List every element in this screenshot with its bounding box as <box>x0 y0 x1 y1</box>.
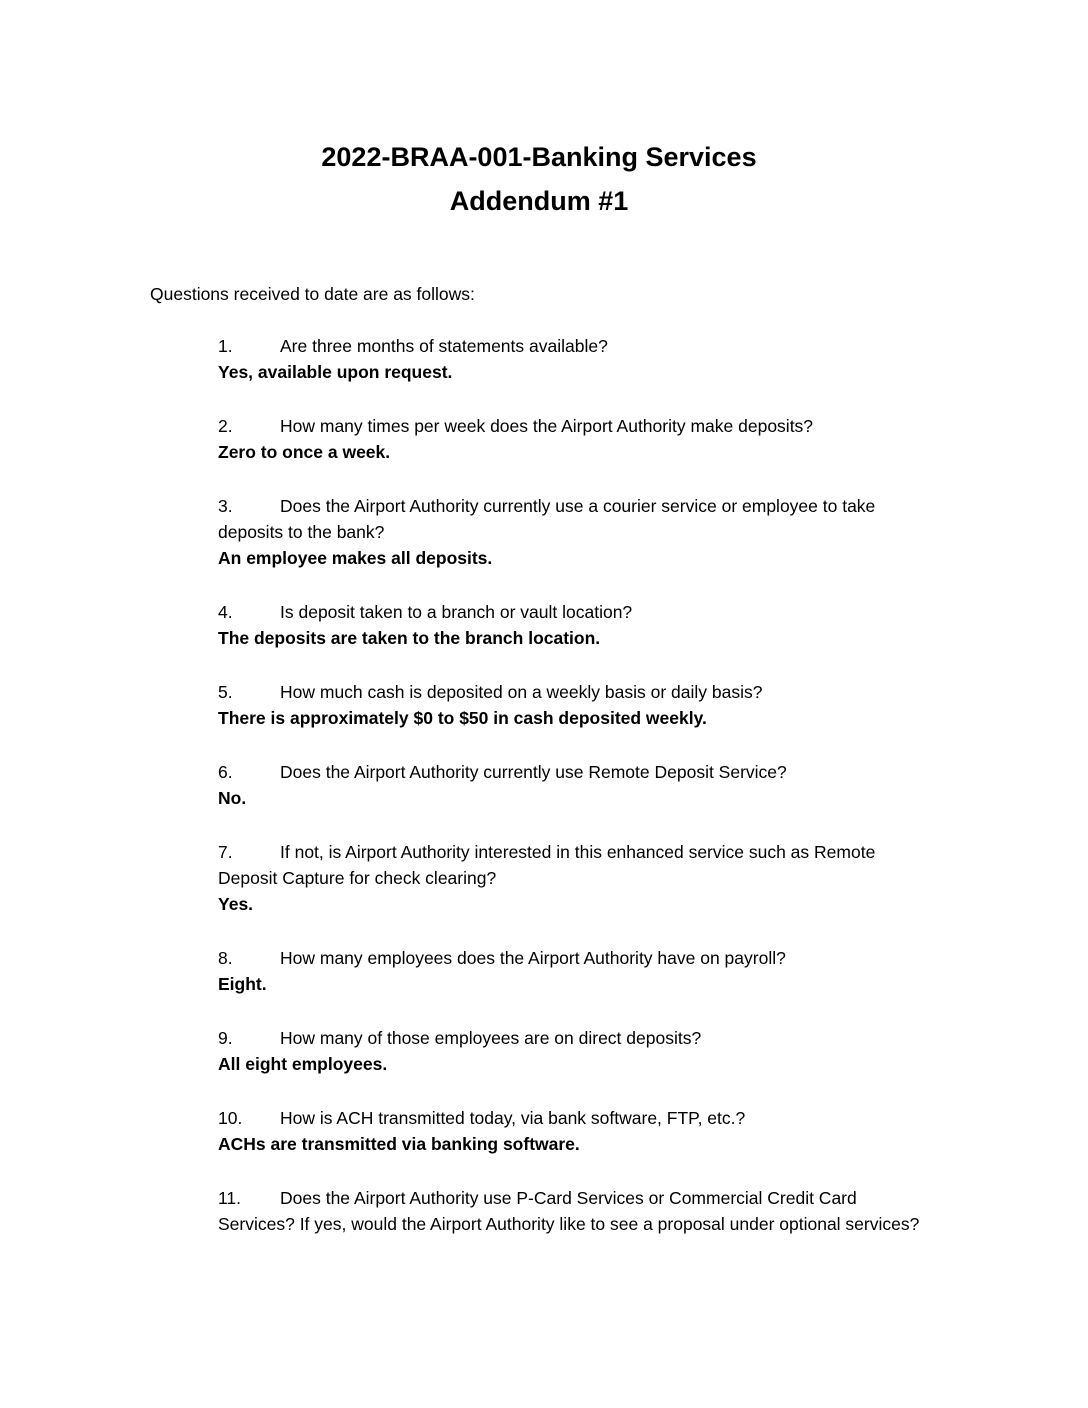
answer-text: ACHs are transmitted via banking software. <box>218 1134 580 1154</box>
qa-item-2 <box>218 413 928 465</box>
question-body: How is ACH transmitted today, via bank software, FTP, etc.? <box>280 1108 746 1128</box>
question-text <box>218 679 928 705</box>
question-number: 8. <box>218 948 233 968</box>
question-body: Is deposit taken to a branch or vault location? <box>280 602 633 622</box>
question-text <box>218 1025 928 1051</box>
question-number: 9. <box>218 1028 233 1048</box>
question-text <box>218 839 928 891</box>
qa-list <box>150 333 928 1237</box>
question-number: 5. <box>218 682 233 702</box>
intro-text: Questions received to date are as follows: <box>150 284 475 304</box>
question-body: Does the Airport Authority currently use Remote Deposit Service? <box>280 762 787 782</box>
qa-item-7 <box>218 839 928 917</box>
answer-text: The deposits are taken to the branch location. <box>218 628 601 648</box>
question-body: If not, is Airport Authority interested in this enhanced service such as Remote Deposit Capture for check clearing? <box>218 842 876 888</box>
question-body: Does the Airport Authority currently use a courier service or employee to take deposits to the bank? <box>218 496 876 542</box>
qa-item-5 <box>218 679 928 731</box>
question-body: How much cash is deposited on a weekly basis or daily basis? <box>280 682 763 702</box>
qa-item-9 <box>218 1025 928 1077</box>
qa-item-1 <box>218 333 928 385</box>
answer-text: No. <box>218 788 247 808</box>
question-body: How many employees does the Airport Authority have on payroll? <box>280 948 786 968</box>
answer-text: There is approximately $0 to $50 in cash deposited weekly. <box>218 708 707 728</box>
question-text <box>218 759 928 785</box>
qa-item-8 <box>218 945 928 997</box>
document-title-line1: 2022-BRAA-001-Banking Services <box>321 142 757 172</box>
question-text <box>218 599 928 625</box>
question-number: 3. <box>218 496 233 516</box>
question-body: Does the Airport Authority use P-Card Services or Commercial Credit Card Services? If yes, would the Airport Authority like to see a proposal under optional services? <box>218 1188 920 1234</box>
document-title-line2: Addendum #1 <box>449 186 629 216</box>
question-number: 2. <box>218 416 233 436</box>
qa-item-3 <box>218 493 928 571</box>
question-text <box>218 1105 928 1131</box>
answer-text: All eight employees. <box>218 1054 388 1074</box>
answer-text: Eight. <box>218 974 267 994</box>
question-number: 7. <box>218 842 233 862</box>
question-text <box>218 413 928 439</box>
answer-text: Zero to once a week. <box>218 442 391 462</box>
question-text <box>218 333 928 359</box>
question-text <box>218 493 928 545</box>
question-number: 10. <box>218 1108 243 1128</box>
answer-text: Yes. <box>218 894 254 914</box>
question-text <box>218 945 928 971</box>
question-body: Are three months of statements available? <box>280 336 608 356</box>
question-number: 1. <box>218 336 233 356</box>
document-title <box>150 135 928 223</box>
qa-item-6 <box>218 759 928 811</box>
question-body: How many of those employees are on direct deposits? <box>280 1028 702 1048</box>
qa-item-4 <box>218 599 928 651</box>
answer-text: Yes, available upon request. <box>218 362 453 382</box>
qa-item-10 <box>218 1105 928 1157</box>
question-number: 6. <box>218 762 233 782</box>
question-body: How many times per week does the Airport Authority make deposits? <box>280 416 814 436</box>
answer-text: An employee makes all deposits. <box>218 548 493 568</box>
question-text <box>218 1185 928 1237</box>
qa-item-11 <box>218 1185 928 1237</box>
question-number: 4. <box>218 602 233 622</box>
question-number: 11. <box>218 1188 242 1208</box>
